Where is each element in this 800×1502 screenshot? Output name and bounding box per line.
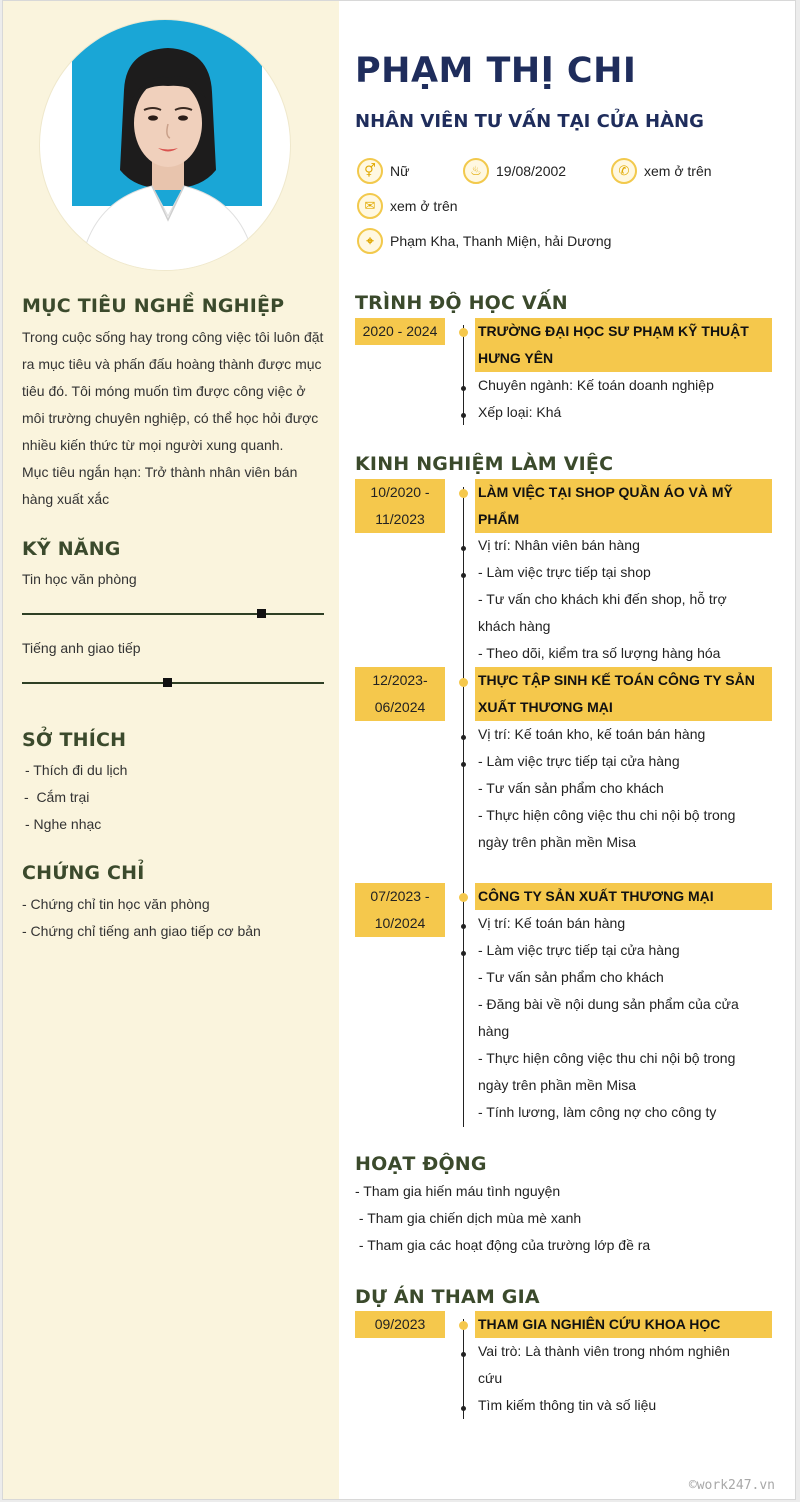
date-line: 11/2023 <box>375 511 425 527</box>
skill-label: Tiếng anh giao tiếp <box>22 640 141 656</box>
timeline-bullet <box>461 762 466 767</box>
cv-page <box>2 0 796 1500</box>
experience-detail: hàng <box>478 1023 510 1039</box>
hobby-item: - Nghe nhạc <box>25 816 102 832</box>
project-date: 09/2023 <box>355 1311 445 1338</box>
address-info <box>357 227 611 255</box>
timeline-dot <box>459 1321 468 1330</box>
education-school <box>475 318 772 372</box>
education-title: TRÌNH ĐỘ HỌC VẤN <box>355 292 568 314</box>
timeline-bullet <box>461 386 466 391</box>
candidate-name: PHẠM THỊ CHI <box>355 51 637 91</box>
objective-text <box>22 324 328 513</box>
hobbies-title: SỞ THÍCH <box>22 729 127 751</box>
experience-detail: Vị trí: Nhân viên bán hàng <box>478 537 640 553</box>
email-icon: ✉ <box>357 193 383 219</box>
timeline-dot <box>459 328 468 337</box>
gender-value: Nữ <box>390 163 410 179</box>
timeline-bullet <box>461 573 466 578</box>
objective-line: môi trường chuyên nghiệp, có thể học hỏi được <box>22 410 319 426</box>
timeline-bullet <box>461 1352 466 1357</box>
objective-line: Trong cuộc sống hay trong công việc tôi luôn đặt <box>22 329 324 345</box>
experience-detail-block <box>478 910 772 1126</box>
email-value: xem ở trên <box>390 198 458 214</box>
activity-item: - Tham gia các hoạt động của trường lớp đề ra <box>355 1237 651 1253</box>
activity-item: - Tham gia hiến máu tình nguyện <box>355 1183 561 1199</box>
timeline-bullet <box>461 951 466 956</box>
gender-info <box>357 157 409 185</box>
phone-value: xem ở trên <box>644 163 712 179</box>
timeline-line <box>463 1319 464 1419</box>
hobby-item: - Thích đi du lịch <box>25 762 128 778</box>
experience-detail: - Tư vấn sản phẩm cho khách <box>478 780 664 796</box>
watermark: ©work247.vn <box>688 1478 775 1493</box>
objective-line: tiêu đó. Tôi móng muốn tìm được công việc ở <box>22 383 306 399</box>
phone-icon: ✆ <box>611 158 637 184</box>
experience-date <box>355 883 445 937</box>
certificate-item: - Chứng chỉ tiếng anh giao tiếp cơ bản <box>22 923 261 939</box>
timeline-bullet <box>461 1406 466 1411</box>
experience-detail: Vị trí: Kế toán bán hàng <box>478 915 626 931</box>
hobby-item: - Cắm trại <box>24 789 90 805</box>
experience-title-box <box>475 883 772 910</box>
gender-icon: ⚥ <box>357 158 383 184</box>
experience-detail: - Làm việc trực tiếp tại cửa hàng <box>478 942 680 958</box>
map-pin-icon: ⌖ <box>357 228 383 254</box>
skill-bar <box>22 613 324 615</box>
experience-detail: - Thực hiện công việc thu chi nội bộ trong <box>478 807 736 823</box>
experience-detail: ngày trên phần mền Misa <box>478 834 636 850</box>
experience-detail-block <box>478 721 772 856</box>
experience-title: KINH NGHIỆM LÀM VIỆC <box>355 453 614 475</box>
experience-heading: THỰC TẬP SINH KẾ TOÁN CÔNG TY SẢN <box>478 672 755 688</box>
job-title: NHÂN VIÊN TƯ VẤN TẠI CỬA HÀNG <box>355 111 704 132</box>
timeline-line <box>463 325 464 425</box>
experience-detail: - Theo dõi, kiểm tra số lượng hàng hóa <box>478 645 721 661</box>
phone-info <box>611 157 712 185</box>
experience-heading: XUẤT THƯƠNG MẠI <box>478 699 613 715</box>
education-detail: Chuyên ngành: Kế toán doanh nghiệp <box>478 377 714 393</box>
timeline-dot <box>459 893 468 902</box>
project-detail: Vai trò: Là thành viên trong nhóm nghiên <box>478 1343 730 1359</box>
sidebar <box>3 1 339 1500</box>
objective-title: MỤC TIÊU NGHỀ NGHIỆP <box>22 295 285 317</box>
experience-detail: - Tư vấn cho khách khi đến shop, hỗ trợ <box>478 591 727 607</box>
objective-line: Mục tiêu ngắn hạn: Trở thành nhân viên bán <box>22 464 298 480</box>
experience-heading: PHẨM <box>478 511 520 527</box>
timeline-bullet <box>461 413 466 418</box>
avatar <box>39 19 291 271</box>
projects-title: DỰ ÁN THAM GIA <box>355 1286 540 1308</box>
experience-detail: - Thực hiện công việc thu chi nội bộ trong <box>478 1050 736 1066</box>
timeline-bullet <box>461 546 466 551</box>
birthday-info <box>463 157 566 185</box>
experience-detail: ngày trên phần mền Misa <box>478 1077 636 1093</box>
timeline-dot <box>459 678 468 687</box>
experience-detail: - Làm việc trực tiếp tại shop <box>478 564 651 580</box>
experience-detail: Vị trí: Kế toán kho, kế toán bán hàng <box>478 726 706 742</box>
address-value: Phạm Kha, Thanh Miện, hải Dương <box>390 233 612 249</box>
objective-line: ra mục tiêu và phấn đấu hoàng thành được mục <box>22 356 322 372</box>
project-detail: cứu <box>478 1370 503 1386</box>
activities-title: HOẠT ĐỘNG <box>355 1153 487 1175</box>
education-detail: Xếp loại: Khá <box>478 404 562 420</box>
timeline-dot <box>459 489 468 498</box>
experience-date <box>355 667 445 721</box>
skill-bar <box>22 682 324 684</box>
skill-level-marker <box>257 609 266 618</box>
school-line: TRƯỜNG ĐẠI HỌC SƯ PHẠM KỸ THUẬT <box>478 323 749 339</box>
portrait-image <box>40 20 291 271</box>
experience-detail: khách hàng <box>478 618 551 634</box>
experience-title-box <box>475 667 772 721</box>
email-info <box>357 192 458 220</box>
experience-heading: CÔNG TY SẢN XUẤT THƯƠNG MẠI <box>478 888 714 904</box>
experience-detail: - Tính lương, làm công nợ cho công ty <box>478 1104 717 1120</box>
experience-detail: - Tư vấn sản phẩm cho khách <box>478 969 664 985</box>
certificates-title: CHỨNG CHỈ <box>22 862 145 884</box>
experience-detail: - Đăng bài về nội dung sản phẩm của cửa <box>478 996 739 1012</box>
date-line: 06/2024 <box>374 699 426 715</box>
experience-title-box <box>475 479 772 533</box>
skills-title: KỸ NĂNG <box>22 538 121 560</box>
date-line: 07/2023 - <box>370 888 430 904</box>
experience-heading: LÀM VIỆC TẠI SHOP QUẦN ÁO VÀ MỸ <box>478 484 733 500</box>
timeline-line <box>463 487 464 1127</box>
timeline-bullet <box>461 735 466 740</box>
experience-date <box>355 479 445 533</box>
date-line: 12/2023- <box>372 672 428 688</box>
certificate-item: - Chứng chỉ tin học văn phòng <box>22 896 210 912</box>
main-content <box>339 1 796 1500</box>
project-detail: Tìm kiếm thông tin và số liệu <box>478 1397 657 1413</box>
skill-label: Tin học văn phòng <box>22 571 137 587</box>
date-line: 10/2020 - <box>370 484 430 500</box>
activity-item: - Tham gia chiến dịch mùa mè xanh <box>355 1210 582 1226</box>
project-detail-block <box>478 1338 772 1419</box>
birthday-value: 19/08/2002 <box>496 163 567 179</box>
date-line: 10/2024 <box>374 915 426 931</box>
cake-icon: ♨ <box>463 158 489 184</box>
education-date: 2020 - 2024 <box>355 318 445 345</box>
project-title: THAM GIA NGHIÊN CỨU KHOA HỌC <box>475 1311 772 1338</box>
experience-detail-block <box>478 532 772 667</box>
skill-level-marker <box>163 678 172 687</box>
objective-line: nhiều kiến thức từ mọi người xung quanh. <box>22 437 284 453</box>
school-line: HƯNG YÊN <box>478 350 554 366</box>
objective-line: hàng xuất xắc <box>22 491 110 507</box>
experience-detail: - Làm việc trực tiếp tại cửa hàng <box>478 753 680 769</box>
timeline-bullet <box>461 924 466 929</box>
